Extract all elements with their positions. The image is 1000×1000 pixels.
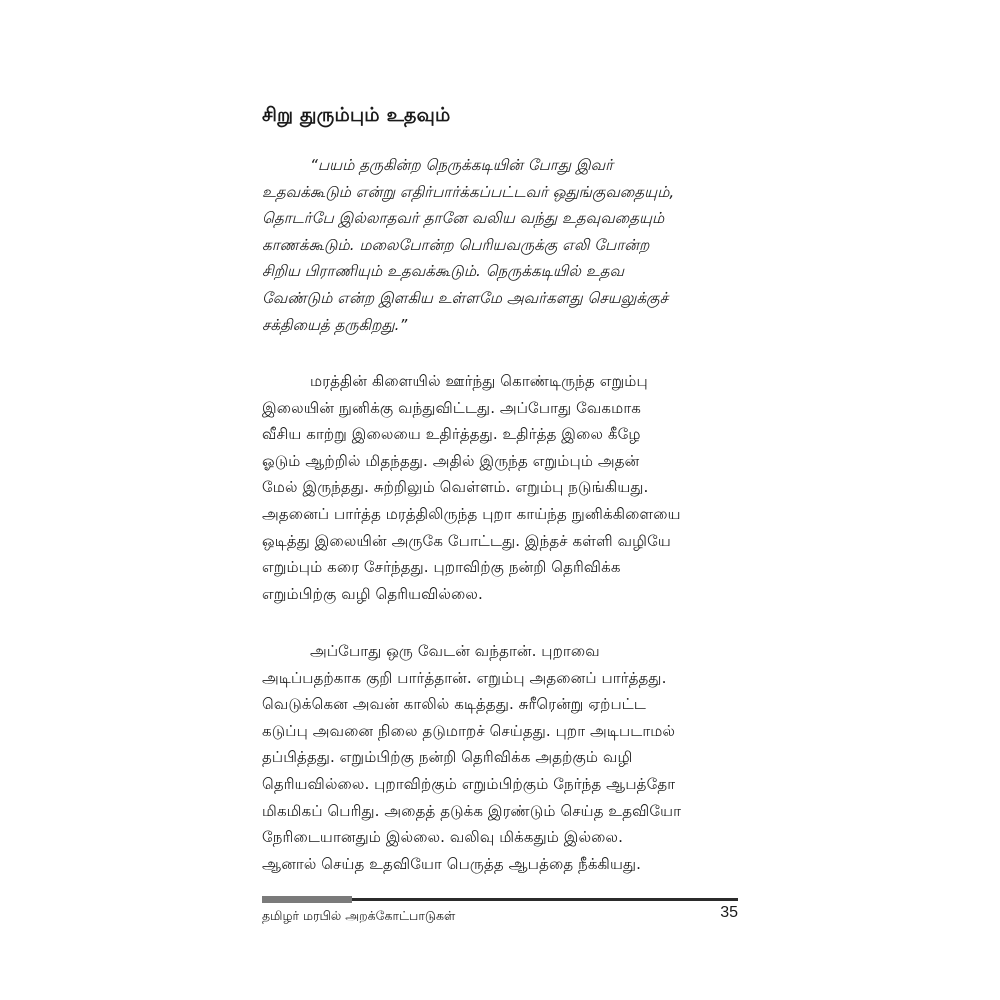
paragraph-line: எறும்பும் கரை சேர்ந்தது. புறாவிற்கு நன்றி தெரிவிக்க xyxy=(262,558,621,577)
paragraph-line: அதனைப் பார்த்த மரத்திலிருந்த புறா காய்ந்த நுனிக்கிளையை xyxy=(262,504,681,523)
paragraph-line: உதவக்கூடும் என்று எதிர்பார்க்கப்பட்டவர் ஒதுங்குவதையும், xyxy=(262,182,675,201)
paragraph-line: நேரிடையானதும் இல்லை. வலிவு மிக்கதும் இல்லை. xyxy=(262,828,623,847)
paragraph-line: அடிப்பதற்காக குறி பார்த்தான். எறும்பு அதனைப் பார்த்தது. xyxy=(262,668,667,687)
paragraph-line: “பயம் தருகின்ற நெருக்கடியின் போது இவர் xyxy=(310,156,614,174)
paragraph-line: சிறிய பிராணியும் உதவக்கூடும். நெருக்கடியில் உதவ xyxy=(262,262,625,281)
body-paragraph xyxy=(262,368,738,607)
paragraph-line: ஓடும் ஆற்றில் மிதந்தது. அதில் இருந்த எறும்பும் அதன் xyxy=(262,451,640,470)
paragraph-line: தெரியவில்லை. புறாவிற்கும் எறும்பிற்கும் நேர்ந்த ஆபத்தோ xyxy=(262,774,676,793)
paragraph-line: சக்தியைத் தருகிறது.” xyxy=(262,315,408,334)
paragraph-line: தொடர்பே இல்லாதவர் தானே வலிய வந்து உதவுவதையும் xyxy=(262,209,665,228)
section-title: சிறு துரும்பும் உதவும் xyxy=(262,104,451,126)
paragraph-line: வெடுக்கென அவன் காலில் கடித்தது. சுரீரென்று ஏற்பட்ட xyxy=(262,695,646,714)
paragraph-line: மேல் இருந்தது. சுற்றிலும் வெள்ளம். எறும்பு நடுங்கியது. xyxy=(262,478,649,497)
paragraph-line: மரத்தின் கிளையில் ஊர்ந்து கொண்டிருந்த எறும்பு xyxy=(310,372,648,390)
paragraph-line: ஒடித்து இலையின் அருகே போட்டது. இந்தச் கள்ளி வழியே xyxy=(262,531,671,550)
paragraph-line: ஆனால் செய்த உதவியோ பெருத்த ஆபத்தை நீக்கியது. xyxy=(262,854,642,873)
paragraph-line: வேண்டும் என்ற இளகிய உள்ளமே அவர்களது செயலுக்குச் xyxy=(262,288,668,307)
paragraph-line: மிகமிகப் பெரிது. அதைத் தடுக்க இரண்டும் செய்த உதவியோ xyxy=(262,801,682,820)
paragraph-line: இலையின் நுனிக்கு வந்துவிட்டது. அப்போது வேகமாக xyxy=(262,398,641,417)
page-number: 35 xyxy=(720,904,738,921)
footer-book-title: தமிழர் மரபில் அறக்கோட்பாடுகள் xyxy=(262,908,456,923)
paragraph-line: கடுப்பு அவனை நிலை தடுமாறச் செய்தது. புறா அடிபடாமல் xyxy=(262,721,676,740)
paragraph-line: எறும்பிற்கு வழி தெரியவில்லை. xyxy=(262,584,483,603)
paragraph-line: அப்போது ஒரு வேடன் வந்தான். புறாவை xyxy=(310,642,600,660)
footer-divider-accent xyxy=(262,896,352,903)
paragraph-line: காணக்கூடும். மலைபோன்ற பெரியவருக்கு எலி போன்ற xyxy=(262,235,650,254)
paragraph-line: வீசிய காற்று இலையை உதிர்த்தது. உதிர்த்த இலை கீழே xyxy=(262,425,641,444)
quote-paragraph xyxy=(262,152,738,338)
paragraph-line: தப்பித்தது. எறும்பிற்கு நன்றி தெரிவிக்க அதற்கும் வழி xyxy=(262,748,633,767)
body-paragraph xyxy=(262,638,738,877)
